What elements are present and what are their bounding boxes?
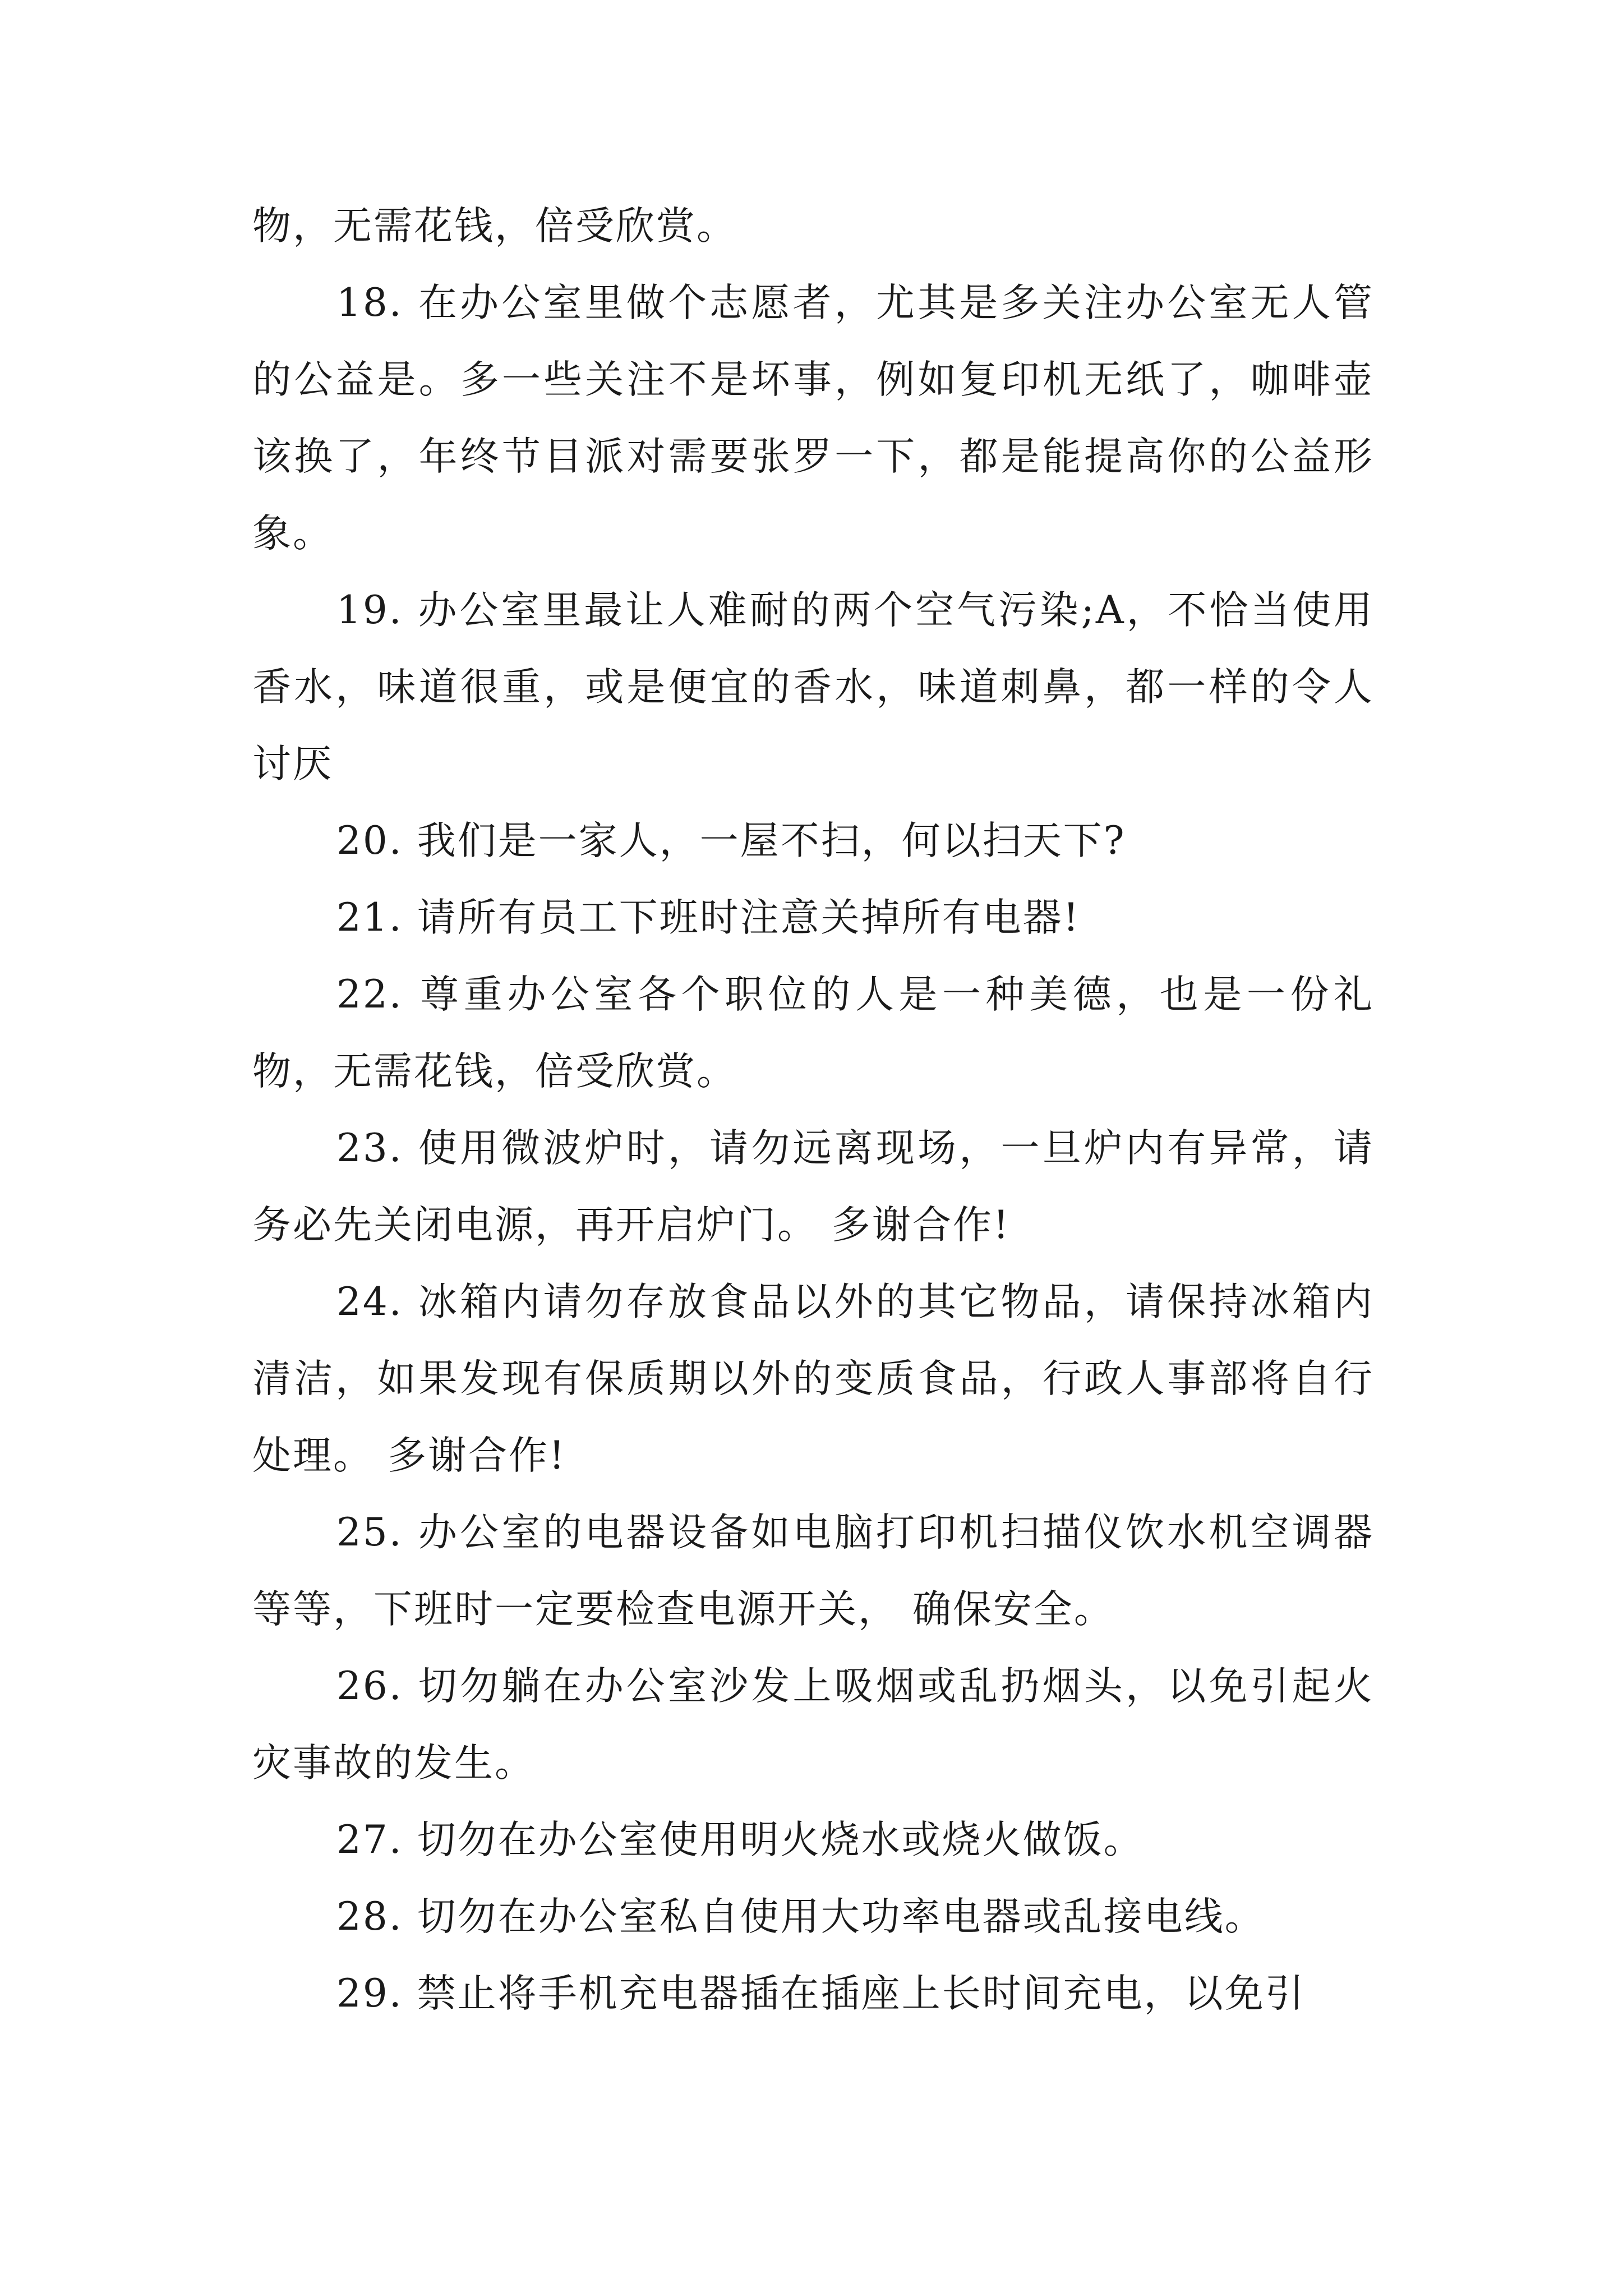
document-body: [252, 188, 1374, 2032]
paragraph-continuation: 物，无需花钱，倍受欣赏。: [252, 204, 737, 249]
paragraph-item-27: 27. 切勿在办公室使用明火烧水或烧火做饭。: [336, 1818, 1144, 1862]
paragraph-item-20: 20. 我们是一家人，一屋不扫，何以扫天下?: [336, 818, 1126, 863]
paragraph-item-24: 24. 冰箱内请勿存放食品以外的其它物品，请保持冰箱内清洁，如果发现有保质期以外的变质食品，行政人事部将自行处理。 多谢合作!: [252, 1280, 1374, 1478]
paragraph-item-22: 22. 尊重办公室各个职位的人是一种美德，也是一份礼物，无需花钱，倍受欣赏。: [252, 972, 1374, 1094]
paragraph-item-29: 29. 禁止将手机充电器插在插座上长时间充电，以免引: [336, 1971, 1306, 2016]
paragraph-item-19: 19. 办公室里最让人难耐的两个空气污染;A，不恰当使用香水，味道很重，或是便宜的香水，味道刺鼻，都一样的令人讨厌: [252, 588, 1374, 786]
paragraph-item-28: 28. 切勿在办公室私自使用大功率电器或乱接电线。: [336, 1894, 1265, 1939]
paragraph-item-23: 23. 使用微波炉时，请勿远离现场，一旦炉内有异常，请务必先关闭电源，再开启炉门。 多谢合作!: [252, 1126, 1374, 1248]
paragraph-item-21: 21. 请所有员工下班时注意关掉所有电器!: [336, 895, 1081, 940]
paragraph-item-25: 25. 办公室的电器设备如电脑打印机扫描仪饮水机空调器等等，下班时一定要检查电源开关， 确保安全。: [252, 1510, 1374, 1632]
paragraph-item-18: 18. 在办公室里做个志愿者，尤其是多关注办公室无人管的公益是。多一些关注不是坏事，例如复印机无纸了，咖啡壶该换了，年终节目派对需要张罗一下，都是能提高你的公益形象。: [252, 280, 1374, 556]
paragraph-item-26: 26. 切勿躺在办公室沙发上吸烟或乱扔烟头，以免引起火灾事故的发生。: [252, 1664, 1374, 1786]
